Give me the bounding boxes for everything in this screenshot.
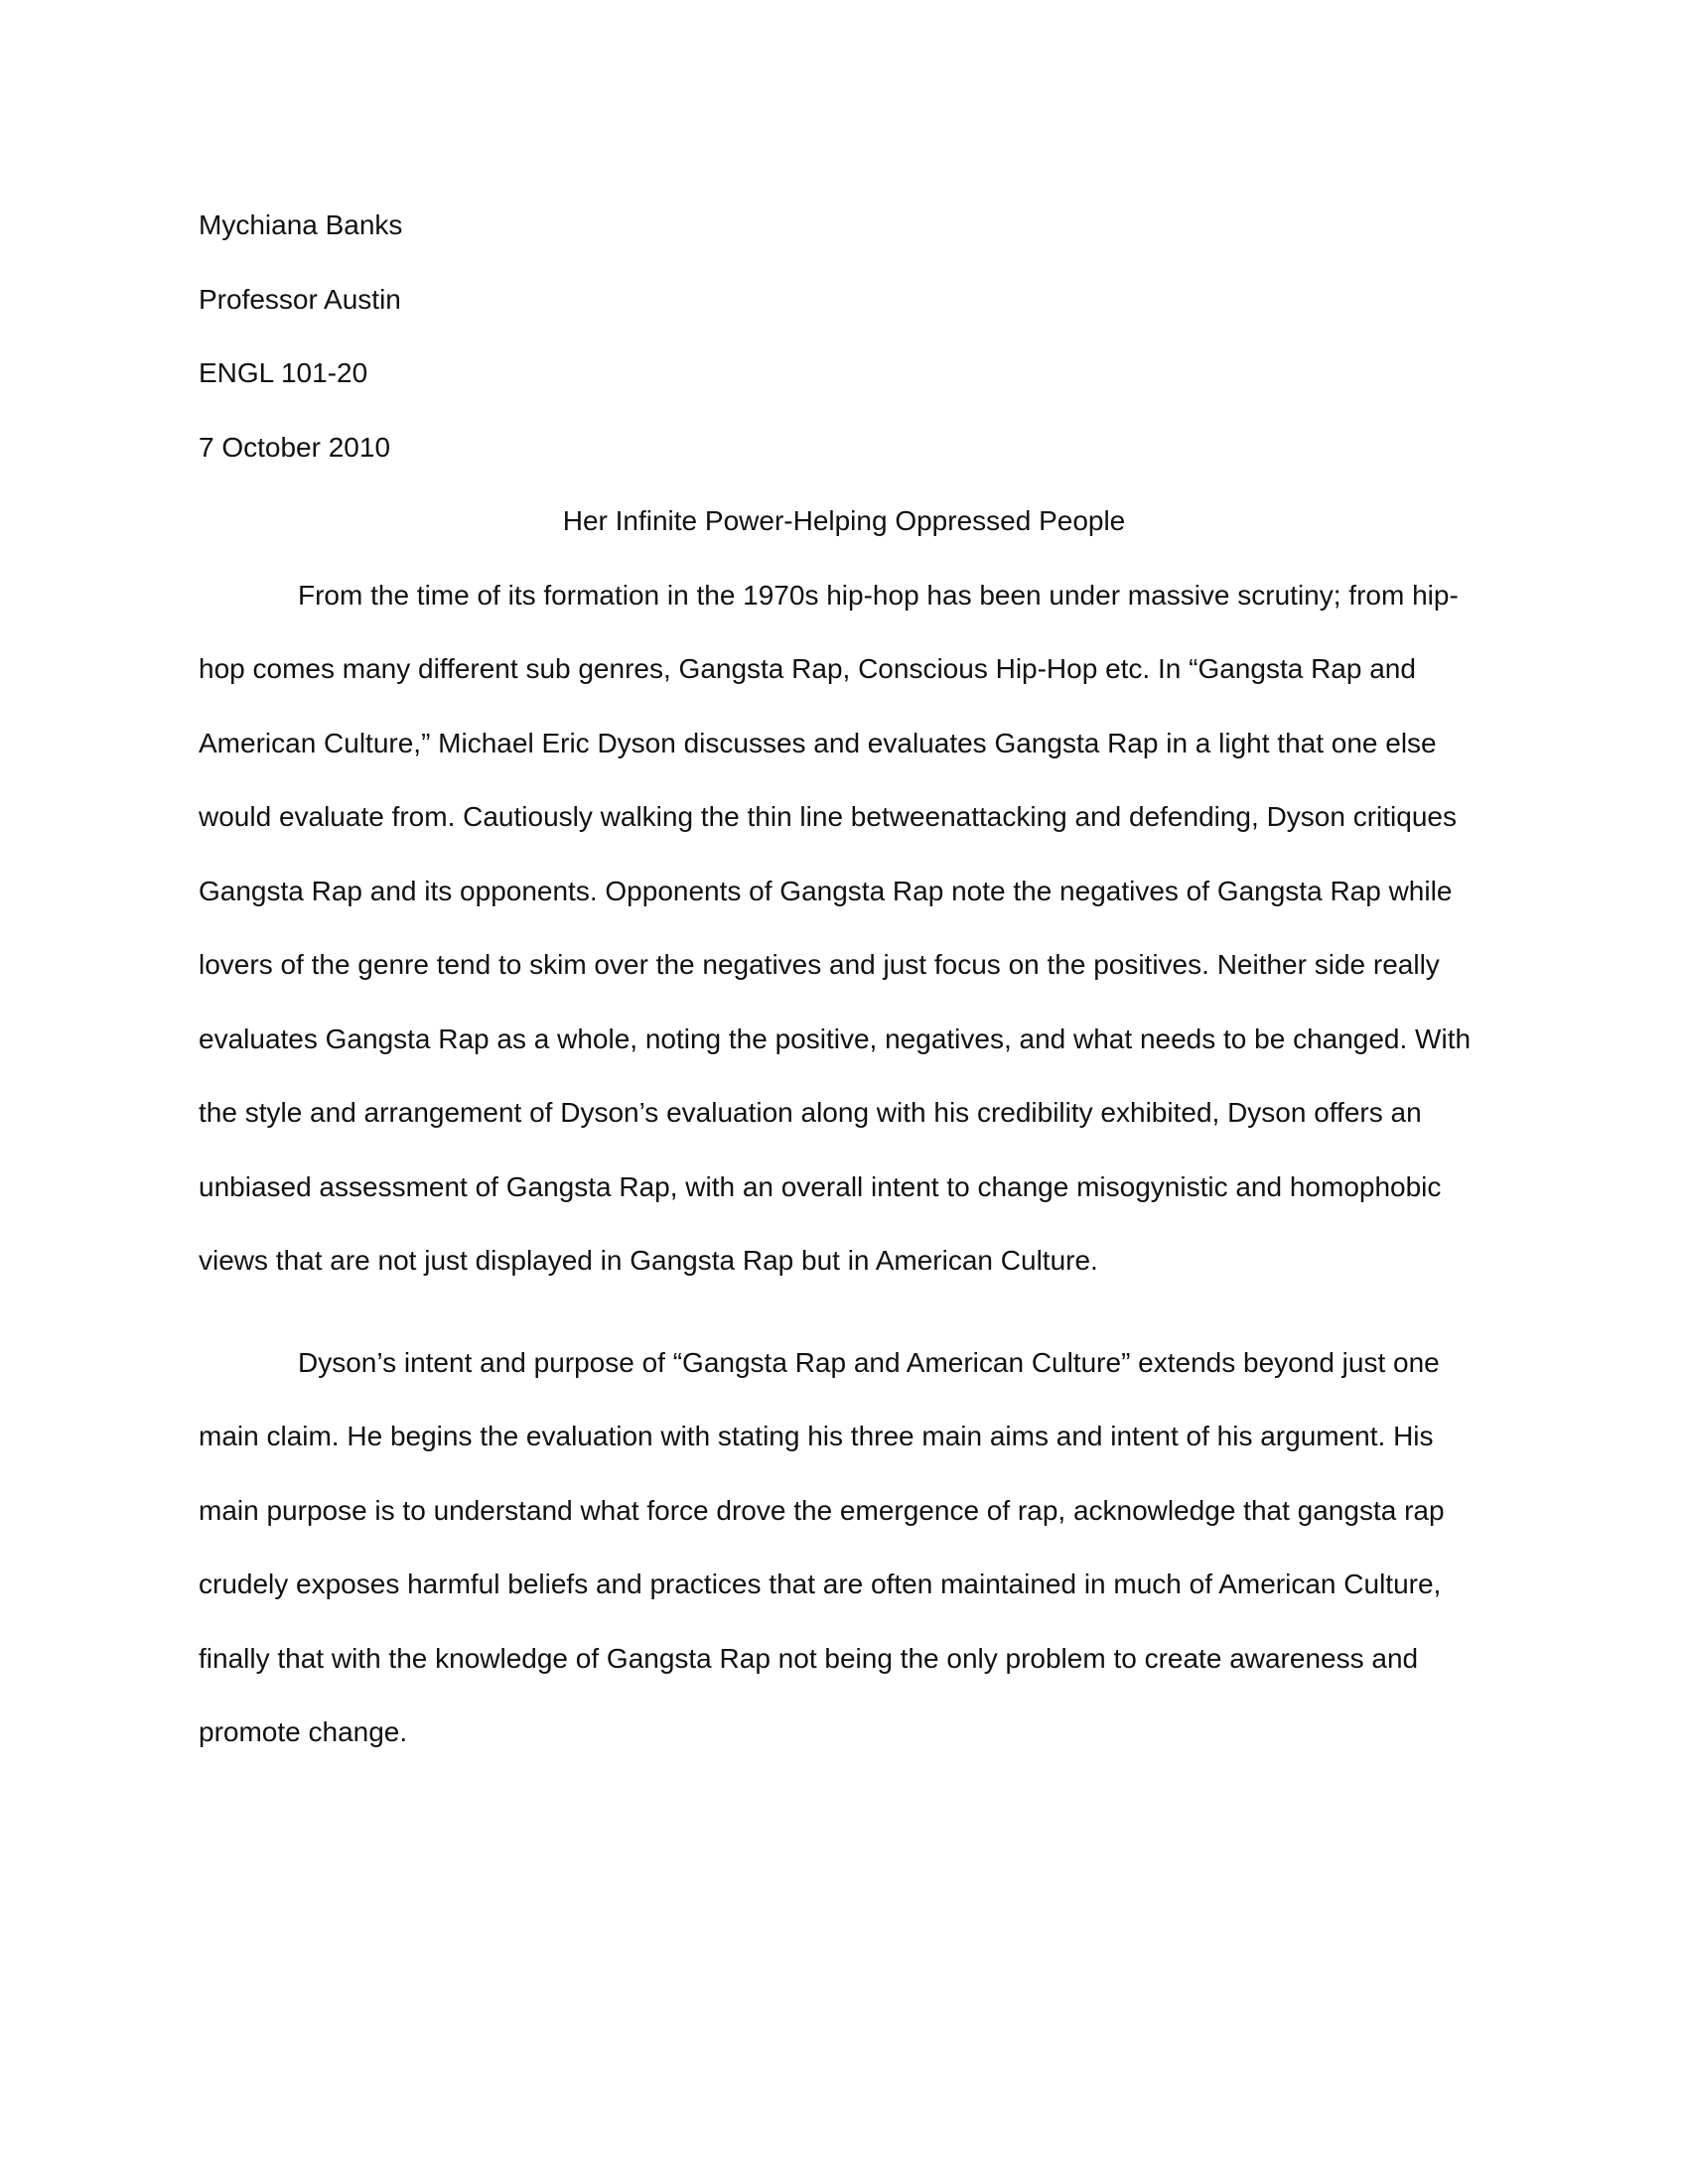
student-name: Mychiana Banks: [199, 209, 403, 240]
paragraph-1: From the time of its formation in the 1970s hip-hop has been under massive scrutiny; from hip-hop comes many different sub genres, Gangsta Rap, Conscious Hip-Hop etc. In “Gangsta Rap and American Culture,” Michael Eric Dyson discusses and evaluates Gangsta Rap in a light that one else would evaluate from. Cautiously walking the thin line betweenattacking and defending, Dyson critiques Gangsta Rap and its opponents. Opponents of Gangsta Rap note the negatives of Gangsta Rap while lovers of the genre tend to skim over the negatives and just focus on the positives. Neither side really evaluates Gangsta Rap as a whole, noting the positive, negatives, and what needs to be changed. With the style and arrangement of Dyson’s evaluation along with his credibility exhibited, Dyson offers an unbiased assessment of Gangsta Rap, with an overall intent to change misogynistic and homophobic views that are not just displayed in Gangsta Rap but in American Culture.: [199, 579, 1472, 1276]
essay-title: Her Infinite Power-Helping Oppressed People: [562, 505, 1126, 536]
course-code: ENGL 101-20: [199, 357, 368, 388]
paragraph-2: Dyson’s intent and purpose of “Gangsta Rap and American Culture” extends beyond just one main claim. He begins the evaluation with stating his three main aims and intent of his argument. His main purpose is to understand what force drove the emergence of rap, acknowledge that gangsta rap crudely exposes harmful beliefs and practices that are often maintained in much of American Culture, finally that with the knowledge of Gangsta Rap not being the only problem to create awareness and promote change.: [199, 1346, 1445, 1747]
document-body: [199, 189, 1489, 1770]
professor-name: Professor Austin: [199, 283, 401, 315]
essay-date: 7 October 2010: [199, 431, 391, 463]
